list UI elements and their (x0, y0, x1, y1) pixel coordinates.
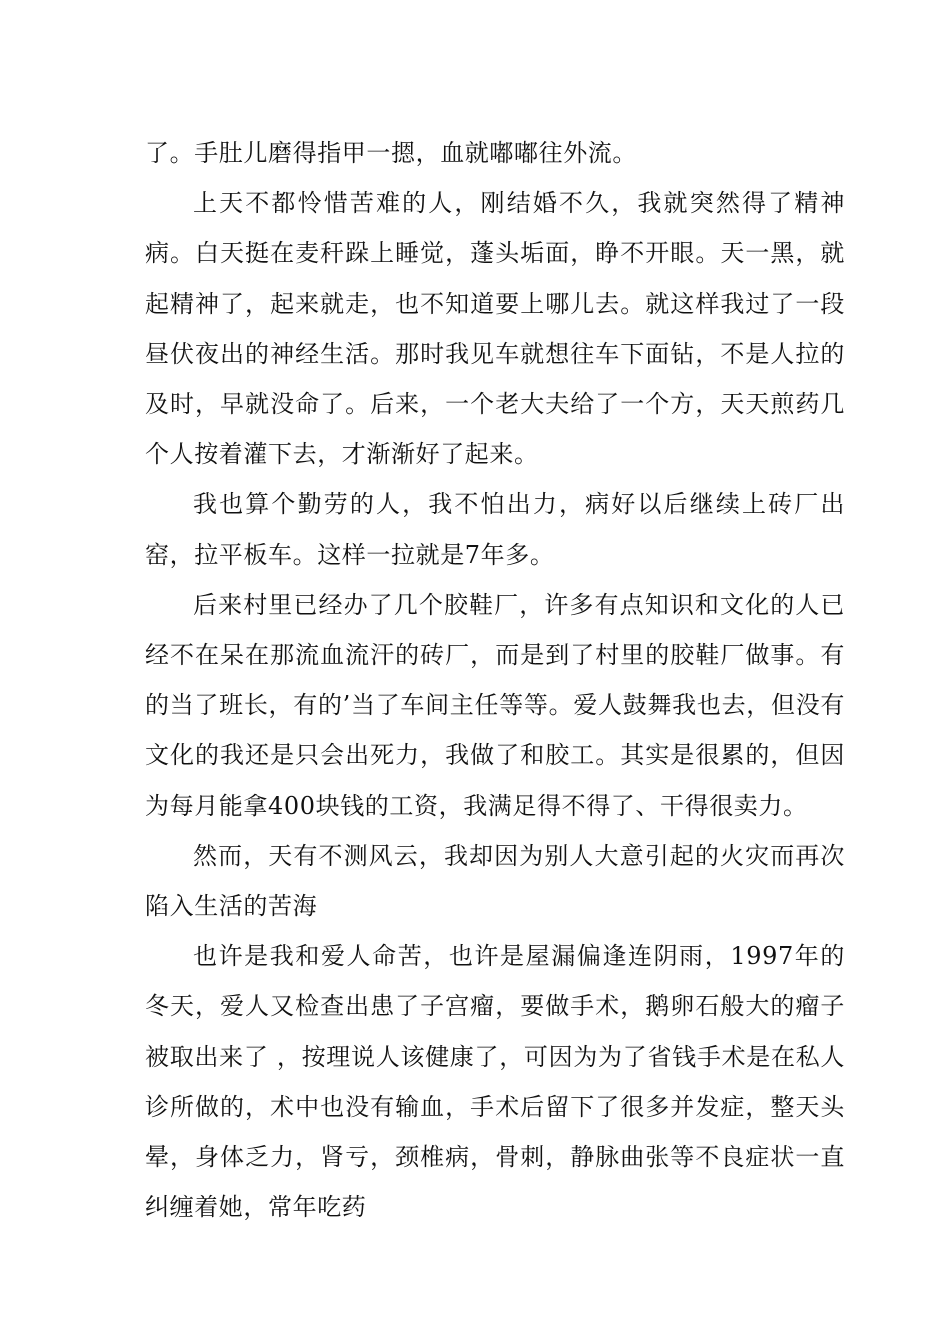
paragraph-2: 上天不都怜惜苦难的人，刚结婚不久，我就突然得了精神病。白天挺在麦秆跺上睡觉，蓬头垢面，睁不开眼。天一黑，就起精神了，起来就走，也不知道要上哪儿去。就这样我过了一段昼伏夜出的神经生活。那时我见车就想往车下面钻，不是人拉的及时，早就没命了。后来，一个老大夫给了一个方，天天煎药几个人按着灌下去，才渐渐好了起来。 (145, 189, 845, 469)
paragraph-5: 然而，天有不测风云，我却因为别人大意引起的火灾而再次陷入生活的苦海 (145, 841, 845, 921)
paragraph-3: 我也算个勤劳的人，我不怕出力，病好以后继续上砖厂出窑，拉平板车。这样一拉就是7年多。 (145, 490, 845, 569)
body-text (145, 128, 845, 1232)
paragraph-6: 也许是我和爱人命苦，也许是屋漏偏逢连阴雨，1997年的冬天，爱人又检查出患了子宫瘤，要做手术，鹅卵石般大的瘤子被取出来了 ，按理说人该健康了，可因为为了省钱手术是在私人诊所做的，术中也没有输血，手术后留下了很多并发症，整天头晕，身体乏力，肾亏，颈椎病，骨刺，静脉曲张等不良症状一直纠缠着她，常年吃药 (145, 942, 845, 1222)
paragraph-4: 后来村里已经办了几个胶鞋厂，许多有点知识和文化的人已经不在呆在那流血流汗的砖厂，而是到了村里的胶鞋厂做事。有的当了班长，有的’当了车间主任等等。爱人鼓舞我也去，但没有文化的我还是只会出死力，我做了和胶工。其实是很累的，但因为每月能拿400块钱的工资，我满足得不得了、干得很卖力。 (145, 590, 845, 820)
paragraph-1: 了。手肚儿磨得指甲一摁，血就嘟嘟往外流。 (145, 139, 637, 167)
